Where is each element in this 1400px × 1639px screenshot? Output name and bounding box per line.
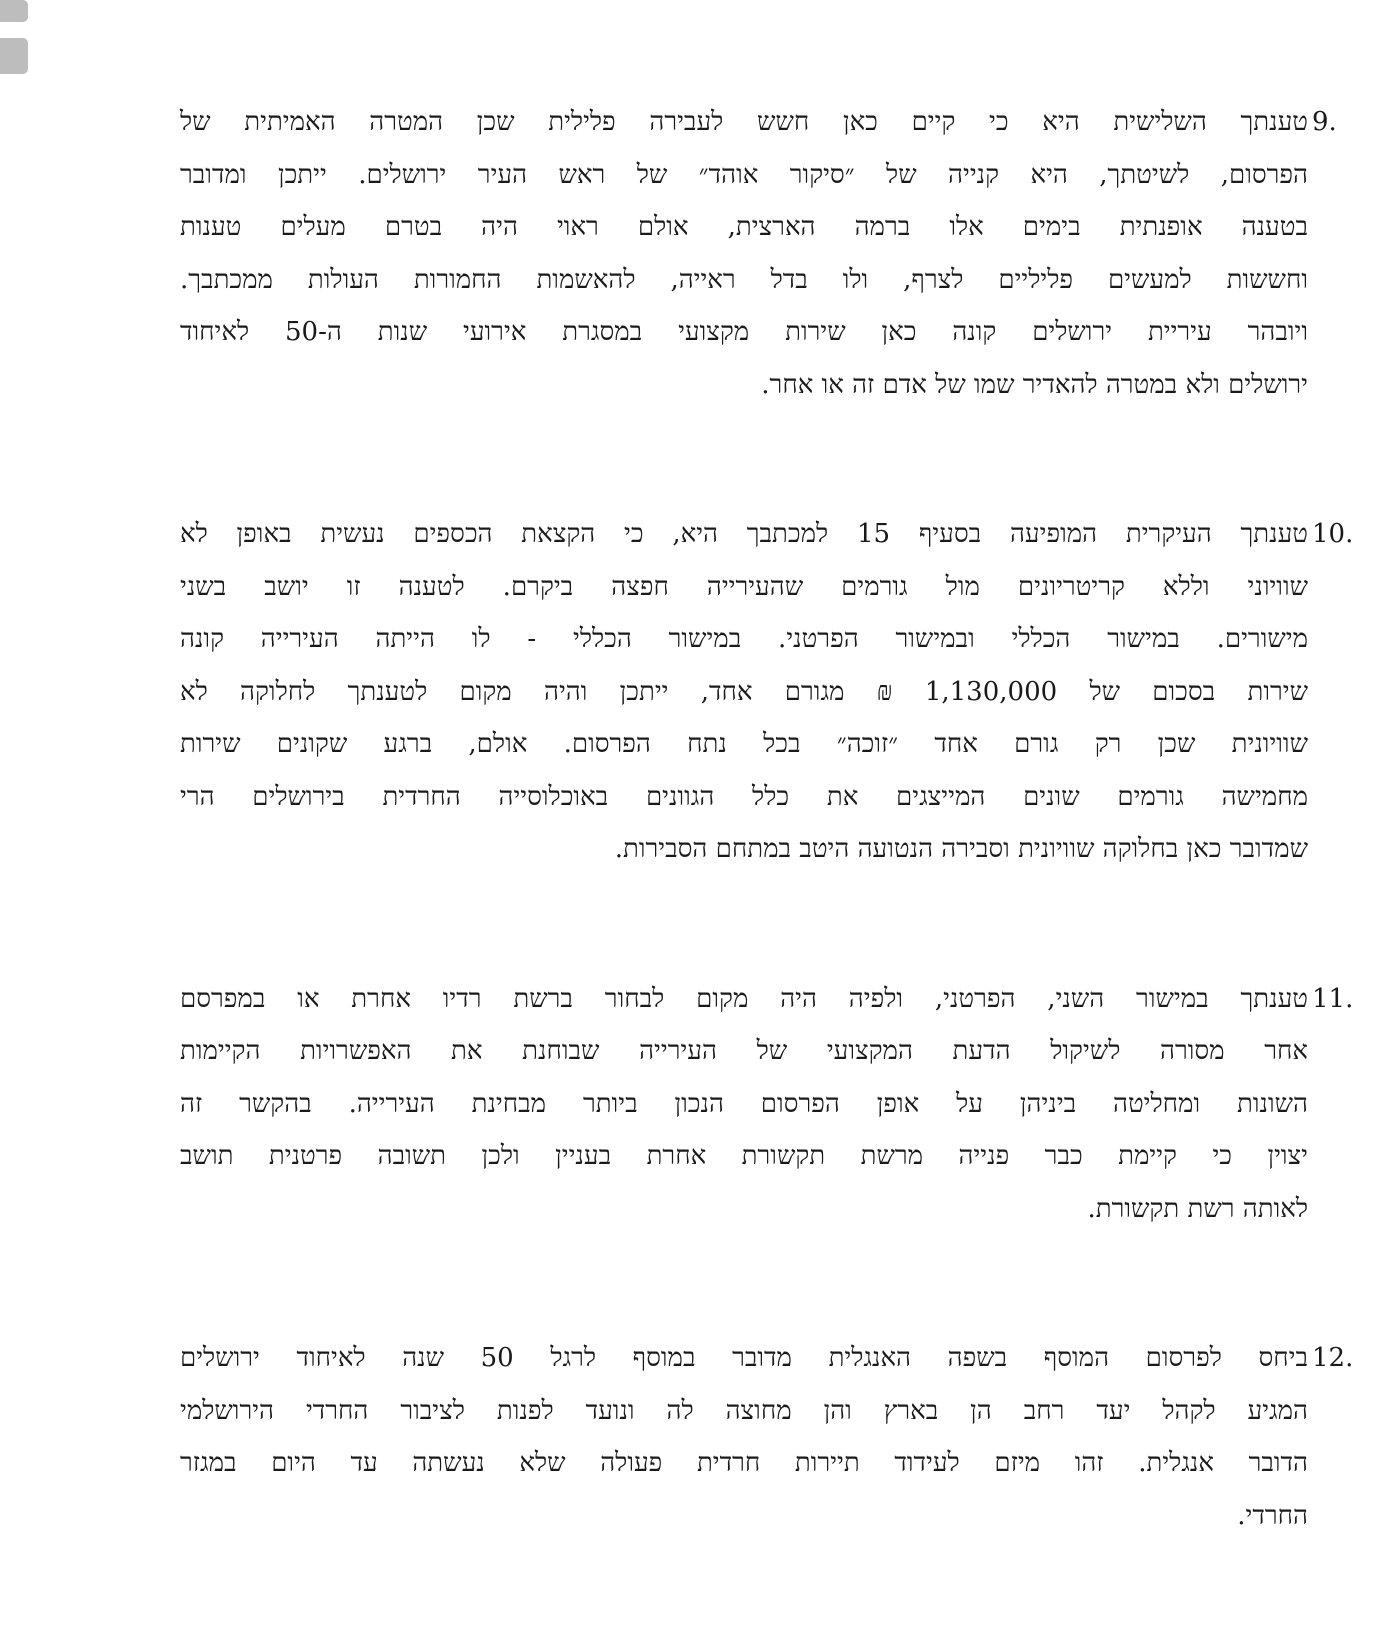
text-line: שמדובר כאן בחלוקה שוויונית וסבירה הנטועה היטב במתחם הסבירות.	[614, 834, 1308, 864]
paragraph-number: 9.	[1312, 107, 1337, 137]
text-line: ביחס לפרסום המוסף בשפה האנגלית מדובר במוסף לרגל 50 שנה לאיחוד ירושלים	[180, 1343, 1309, 1373]
text-line: מחמישה גורמים שונים המייצגים את כלל הגוונים באוכלוסייה החרדית בירושלים הרי	[180, 781, 1308, 812]
paragraph-text	[180, 1332, 1308, 1542]
text-line: טענתך העיקרית המופיעה בסעיף 15 למכתבך היא, כי הקצאת הכספים נעשית באופן לא	[180, 519, 1309, 549]
text-line: שוויוני וללא קריטריונים מול גורמים שהעירייה חפצה ביקרם. לטענה זו יושב בשני	[180, 571, 1308, 602]
paragraph-12	[136, 1332, 1354, 1542]
document-body	[136, 96, 1354, 1542]
text-line: שוויונית שכן רק גורם אחד ״זוכה״ בכל נתח הפרסום. אולם, ברגע שקונים שירות	[180, 729, 1308, 759]
paragraph-text	[180, 508, 1308, 876]
text-line: החרדי.	[1237, 1500, 1308, 1531]
text-line: יצוין כי קיימת כבר פנייה מרשת תקשורת אחרת בעניין ולכן תשובה פרטנית תושב	[180, 1141, 1308, 1171]
paragraph-11	[136, 973, 1354, 1236]
text-line: טענתך במישור השני, הפרטני, ולפיה היה מקום לבחור ברשת רדיו אחרת או במפרסם	[180, 983, 1308, 1014]
text-line: שירות בסכום של 1,130,000 ₪ מגורם אחד, ייתכן והיה מקום לטענתך לחלוקה לא	[180, 676, 1308, 707]
paragraph-number: 12.	[1312, 1343, 1354, 1373]
text-line: השונות ומחליטה ביניהן על אופן הפרסום הנכון ביותר מבחינת העירייה. בהקשר זה	[180, 1088, 1308, 1119]
paragraph-9	[136, 96, 1337, 411]
text-line: בטענה אופנתית בימים אלו ברמה הארצית, אולם ראוי היה בטרם מעלים טענות	[180, 212, 1308, 242]
text-line: אחר מסורה לשיקול הדעת המקצועי של העירייה שבוחנת את האפשרויות הקיימות	[180, 1036, 1308, 1066]
text-line: לאותה רשת תקשורת.	[1087, 1193, 1308, 1224]
paragraph-text	[180, 973, 1308, 1236]
text-line: ויובהר עיריית ירושלים קונה כאן שירות מקצועי במסגרת אירועי שנות ה-50 לאיחוד	[180, 317, 1308, 347]
paragraph-number: 11.	[1312, 983, 1354, 1014]
paragraph-text	[180, 96, 1308, 411]
text-line: וחששות למעשים פליליים לצרף, ולו בדל ראייה, להאשמות החמורות העולות ממכתבך.	[180, 264, 1308, 295]
scan-edge-mark	[0, 38, 28, 74]
text-line: המגיע לקהל יעד רחב הן בארץ והן מחוצה לה ונועד לפנות לציבור החרדי הירושלמי	[180, 1395, 1308, 1426]
text-line: הפרסום, לשיטתך, היא קנייה של ״סיקור אוהד״ של ראש העיר ירושלים. ייתכן ומדובר	[180, 159, 1308, 190]
paragraph-10	[136, 508, 1354, 876]
paragraph-number: 10.	[1312, 519, 1354, 549]
text-line: מישורים. במישור הכללי ובמישור הפרטני. במישור הכללי - לו הייתה העירייה קונה	[180, 624, 1308, 654]
text-line: ירושלים ולא במטרה להאדיר שמו של אדם זה או אחר.	[761, 369, 1308, 400]
text-line: טענתך השלישית היא כי קיים כאן חשש לעבירה פלילית שכן המטרה האמיתית של	[180, 107, 1308, 137]
text-line: הדובר אנגלית. זהו מיזם לעידוד תיירות חרדית פעולה שלא נעשתה עד היום במגזר	[180, 1448, 1308, 1478]
scan-edge-mark	[0, 0, 28, 22]
